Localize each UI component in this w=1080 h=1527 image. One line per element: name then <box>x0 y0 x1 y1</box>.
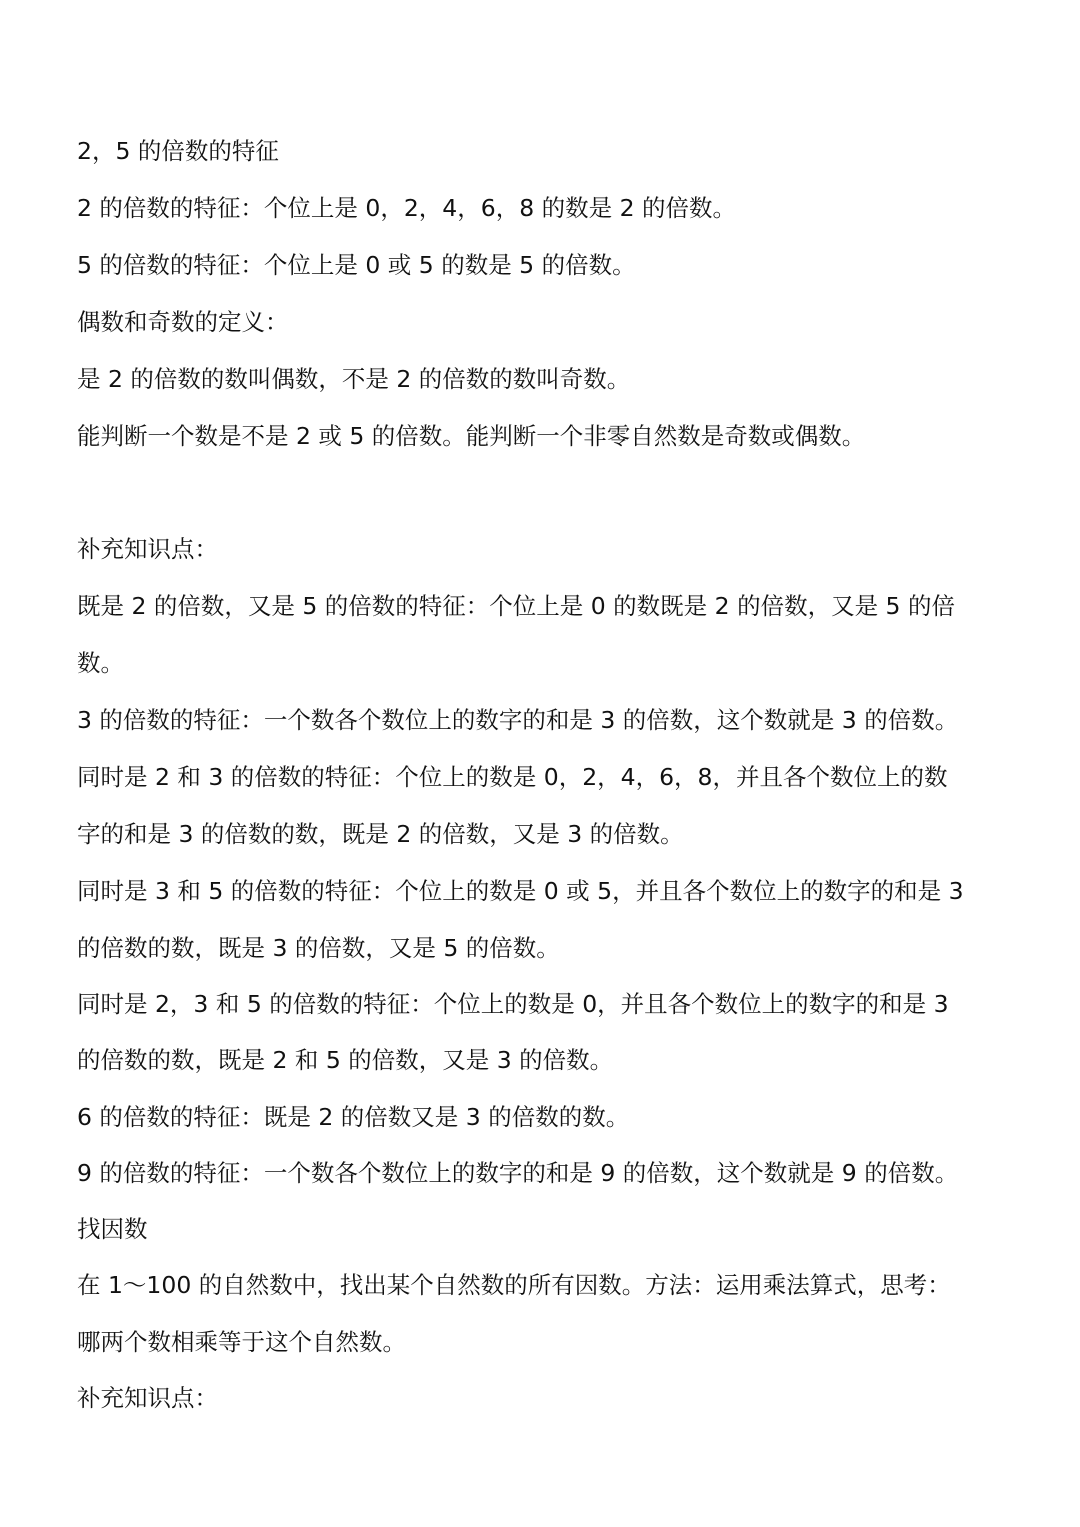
text-line: 的倍数的数，既是 3 的倍数，又是 5 的倍数。 <box>77 934 560 962</box>
text-line: 5 的倍数的特征：个位上是 0 或 5 的数是 5 的倍数。 <box>77 251 636 279</box>
text-line: 能判断一个数是不是 2 或 5 的倍数。能判断一个非零自然数是奇数或偶数。 <box>77 422 866 450</box>
text-line: 在 1～100 的自然数中，找出某个自然数的所有因数。方法：运用乘法算式，思考： <box>77 1271 951 1299</box>
heading-supplement: 补充知识点： <box>77 535 218 563</box>
text-line: 哪两个数相乘等于这个自然数。 <box>77 1328 406 1356</box>
heading-find-factors: 找因数 <box>77 1215 148 1243</box>
text-line: 既是 2 的倍数，又是 5 的倍数的特征：个位上是 0 的数既是 2 的倍数，又是 5 的倍 <box>77 592 955 620</box>
text-line: 同时是 3 和 5 的倍数的特征：个位上的数是 0 或 5，并且各个数位上的数字的和是 3 <box>77 877 964 905</box>
text-line: 是 2 的倍数的数叫偶数，不是 2 的倍数的数叫奇数。 <box>77 365 631 393</box>
text-line: 2 的倍数的特征：个位上是 0，2，4，6，8 的数是 2 的倍数。 <box>77 194 737 222</box>
text-line: 同时是 2 和 3 的倍数的特征：个位上的数是 0，2，4，6，8，并且各个数位上的数 <box>77 763 948 791</box>
text-line: 3 的倍数的特征：一个数各个数位上的数字的和是 3 的倍数，这个数就是 3 的倍数。 <box>77 706 959 734</box>
heading-2-5-multiples: 2，5 的倍数的特征 <box>77 137 279 165</box>
text-line: 6 的倍数的特征：既是 2 的倍数又是 3 的倍数的数。 <box>77 1103 630 1131</box>
text-line: 同时是 2，3 和 5 的倍数的特征：个位上的数是 0，并且各个数位上的数字的和是 3 <box>77 990 949 1018</box>
text-line: 字的和是 3 的倍数的数，既是 2 的倍数，又是 3 的倍数。 <box>77 820 684 848</box>
text-line: 的倍数的数，既是 2 和 5 的倍数，又是 3 的倍数。 <box>77 1046 614 1074</box>
heading-supplement-2: 补充知识点： <box>77 1384 218 1412</box>
heading-even-odd: 偶数和奇数的定义： <box>77 308 289 336</box>
text-line: 数。 <box>77 649 124 677</box>
text-line: 9 的倍数的特征：一个数各个数位上的数字的和是 9 的倍数，这个数就是 9 的倍数。 <box>77 1159 959 1187</box>
